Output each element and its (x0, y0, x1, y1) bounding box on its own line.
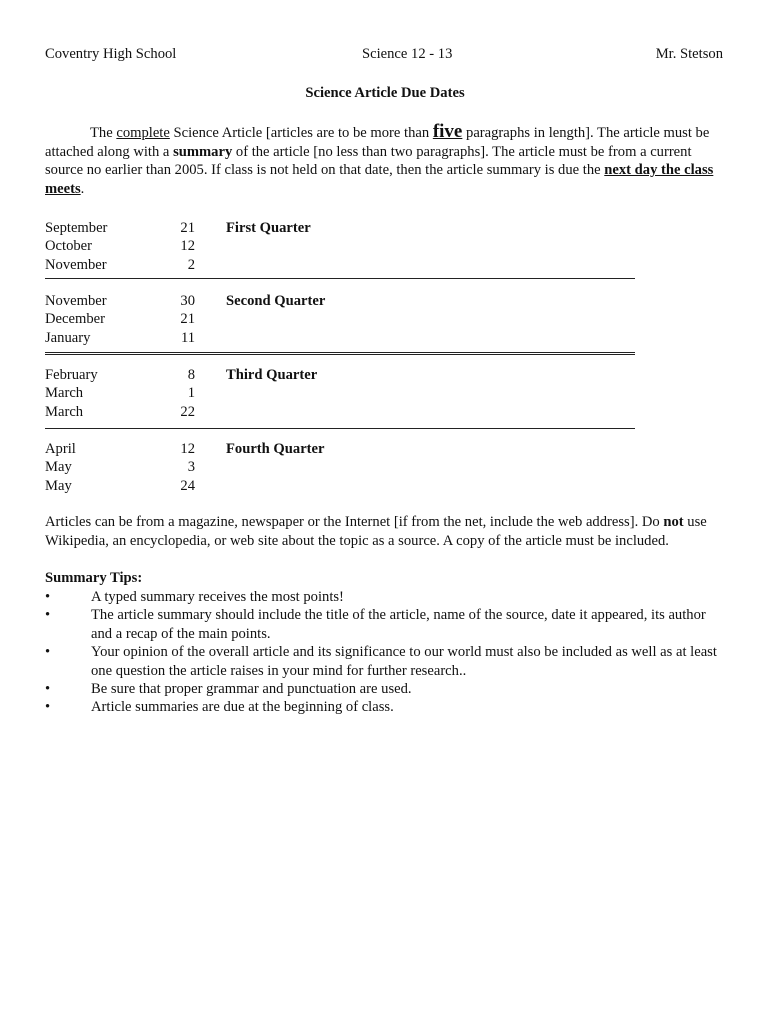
quarter-dates (45, 441, 205, 496)
document-title: Science Article Due Dates (305, 85, 465, 101)
quarter-label: Third Quarter (226, 367, 318, 383)
quarter-dates (45, 367, 205, 422)
date-row: April 12 (45, 441, 195, 457)
tips-heading: Summary Tips: (45, 570, 143, 586)
divider (45, 278, 635, 279)
quarter-label: Second Quarter (226, 293, 326, 309)
list-item: • A typed summary receives the most points! (45, 589, 344, 605)
tips-list (45, 588, 725, 717)
date-row: November 30 (45, 293, 195, 309)
bullet-icon: • (45, 644, 51, 661)
date-row: May 24 (45, 477, 195, 494)
date-row: November 2 (45, 256, 195, 273)
date-row: December 21 (45, 311, 195, 328)
page-header (45, 46, 723, 66)
teacher-name: Mr. Stetson (655, 46, 723, 62)
course-name: Science 12 - 13 (362, 46, 453, 62)
date-row: February 8 (45, 367, 195, 383)
bullet-icon: • (45, 699, 51, 716)
date-row: January 11 (45, 329, 195, 346)
bullet-icon: • (45, 681, 51, 698)
school-name: Coventry High School (45, 46, 177, 62)
list-item: • Article summaries are due at the beginning of class. (45, 699, 394, 716)
bullet-icon: • (45, 589, 51, 605)
complete-text: complete (116, 125, 170, 141)
double-divider (45, 352, 635, 355)
next-day-emphasis: next day the class meets (45, 162, 714, 197)
date-row: September 21 (45, 220, 195, 236)
source-note: Articles can be from a magazine, newspaper or the Internet [if from the net, include the web address]. Do not use Wikipedia, an encyclopedia, or web site about the topic as a source. A copy of the article must be included. (45, 514, 707, 549)
quarter-label: First Quarter (226, 220, 311, 236)
list-item: • The article summary should include the title of the article, name of the source, date it appeared, its author and a recap of the main points. (45, 607, 706, 642)
bullet-icon: • (45, 607, 51, 624)
quarter-dates (45, 220, 205, 275)
summary-emphasis: summary (173, 143, 233, 160)
quarter-dates (45, 293, 205, 348)
quarter-label: Fourth Quarter (226, 441, 325, 457)
date-row: March 1 (45, 385, 195, 402)
date-row: March 22 (45, 403, 195, 420)
list-item: • Be sure that proper grammar and punctuation are used. (45, 681, 412, 698)
intro-paragraph: The complete Science Article [articles are to be more than five paragraphs in length]. The article must be attached along with a summary of the article [no less than two paragraphs]. The article must be from a current source no earlier than 2005. If class is not held on that date, then the article summary is due the next day the class meets. (45, 121, 714, 197)
date-row: May 3 (45, 459, 195, 476)
not-emphasis: not (663, 514, 684, 530)
divider (45, 428, 635, 429)
date-row: October 12 (45, 238, 195, 255)
list-item: • Your opinion of the overall article and its significance to our world must also be included as well as at least one question the article raises in your mind for further research.. (45, 644, 717, 679)
five-emphasis: five (432, 121, 463, 142)
